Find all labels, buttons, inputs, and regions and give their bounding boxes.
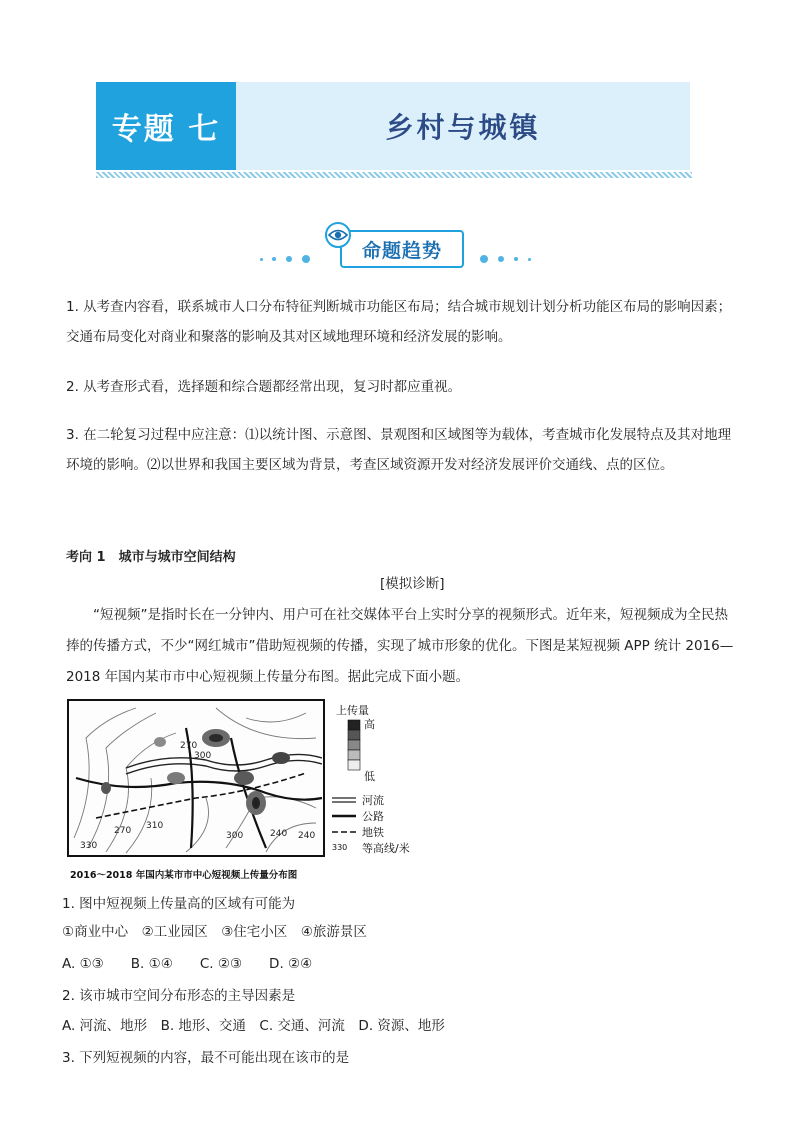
decor-dot [528, 258, 531, 261]
question-intro: “短视频”是指时长在一分钟内、用户可在社交媒体平台上实时分享的视频形式。近年来，短视频成为全民热捧的传播方式，不少“网红城市”借助短视频的传播，实现了城市形象的优化。下图是某短视频 APP 统计 2016—2018 年国内某市市中心短视频上传量分布图。据此完成下面小题。 [66, 607, 734, 685]
contour-label: 310 [146, 821, 164, 831]
map-caption: 2016～2018 年国内某市市中心短视频上传量分布图 [70, 870, 298, 881]
chapter-title-box [236, 82, 690, 170]
decor-dot [260, 258, 263, 261]
legend-contour: 等高线/米 [362, 842, 410, 855]
question-2-stem: 2. 该市城市空间分布形态的主导因素是 [62, 988, 296, 1004]
decor-dot [480, 255, 488, 263]
contour-label: 330 [80, 841, 98, 851]
decor-dot [286, 256, 292, 262]
decor-dot [272, 257, 276, 261]
trend-point-1: 1. 从考查内容看，联系城市人口分布特征判断城市功能区布局；结合城市规划计划分析功能区布局的影响因素；交通布局变化对商业和聚落的影响及其对区域地理环境和经济发展的影响。 [66, 299, 732, 345]
header-divider [96, 172, 692, 178]
contour-label: 300 [194, 751, 212, 761]
contour-label: 240 [270, 829, 288, 839]
section-sublabel: [模拟诊断] [380, 576, 445, 592]
question-2-choices: A. 河流、地形 B. 地形、交通 C. 交通、河流 D. 资源、地形 [62, 1018, 445, 1034]
legend-high: 高 [364, 718, 375, 731]
legend-river: 河流 [362, 794, 384, 807]
legend-swatch [348, 740, 360, 750]
trend-badge [256, 220, 536, 270]
legend-low: 低 [364, 770, 375, 783]
contour-label: 270 [114, 826, 132, 836]
trend-point-3: 3. 在二轮复习过程中应注意：⑴以统计图、示意图、景观图和区域图等为载体，考查城市化发展特点及其对地理环境的影响。⑵以世界和我国主要区域为背景，考查区域资源开发对经济发展评价交通线、点的区位。 [66, 427, 732, 473]
section-heading: 考向 1 城市与城市空间结构 [66, 550, 236, 565]
trend-label: 命题趋势 [340, 230, 464, 268]
decor-dot [498, 256, 504, 262]
legend-contour-sample: 330 [332, 843, 348, 852]
legend-swatch [348, 760, 360, 770]
contour-label: 300 [226, 831, 244, 841]
trend-point-2: 2. 从考查形式看，选择题和综合题都经常出现，复习时都应重视。 [66, 379, 462, 395]
upload-distribution-map [66, 698, 426, 884]
legend-swatch [348, 720, 360, 730]
eye-icon [324, 222, 352, 248]
chapter-header [96, 82, 690, 170]
chapter-tag: 专题 七 [96, 82, 236, 170]
question-1-stem: 1. 图中短视频上传量高的区域有可能为 [62, 896, 296, 912]
decor-dot [514, 257, 518, 261]
question-3-stem: 3. 下列短视频的内容，最不可能出现在该市的是 [62, 1050, 350, 1066]
decor-dot [302, 255, 310, 263]
legend-swatch [348, 750, 360, 760]
question-1-options: ①商业中心 ②工业园区 ③住宅小区 ④旅游景区 [62, 924, 367, 940]
legend-road: 公路 [362, 810, 384, 823]
contour-label: 270 [180, 741, 198, 751]
chapter-title: 乡村与城镇 [385, 111, 541, 144]
legend-subway: 地铁 [362, 826, 384, 839]
question-1-choices: A. ①③ B. ①④ C. ②③ D. ②④ [62, 956, 313, 972]
contour-label: 240 [298, 831, 316, 841]
legend-title: 上传量 [336, 704, 369, 717]
legend-swatch [348, 730, 360, 740]
